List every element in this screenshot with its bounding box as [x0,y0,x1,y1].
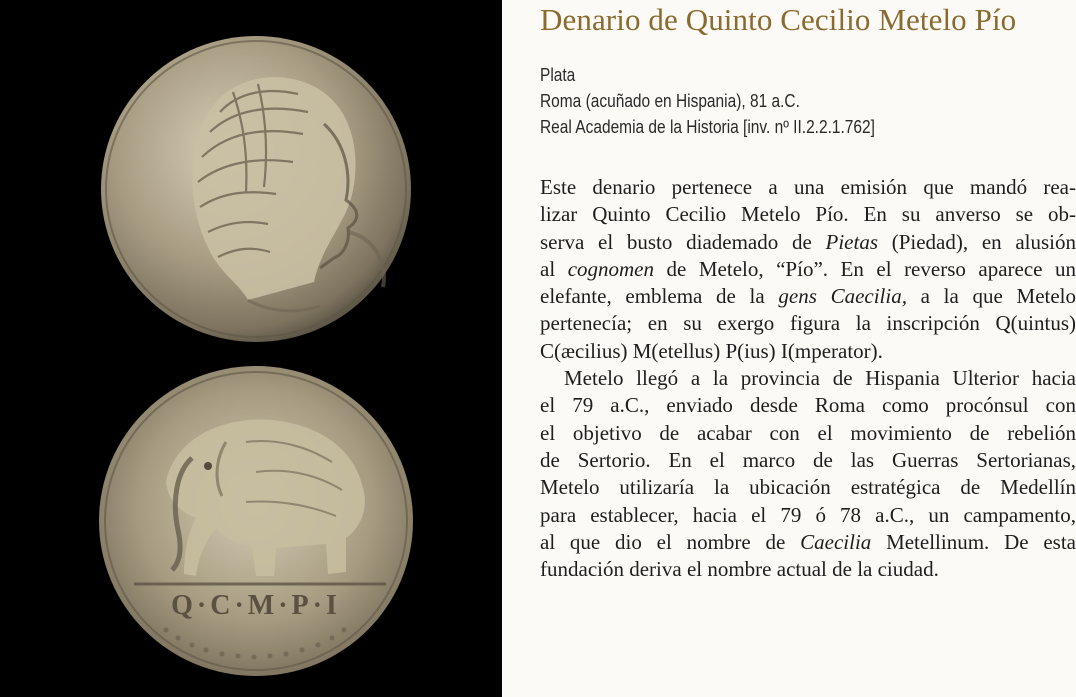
text-run: lizar Quinto Cecilio Metelo Pío. En su anverso se ob- [540,202,1076,227]
text-run: de Sertorio. En el marco de las Guerras Sertorianas, [540,447,1076,472]
text-line [540,420,1076,447]
text-run: para establecer, hacia el 79 ó 78 a.C., un campamento, [540,502,1076,527]
italic-term: gens Caecilia, [778,284,907,309]
text-run: el objetivo de acabar con el movimiento de rebelión [540,420,1076,445]
text-line [540,502,1076,529]
text-run: fundación deriva el nombre actual de la ciudad. [540,557,939,582]
text-line [540,338,1076,365]
text-line [540,310,1076,337]
text-line [540,447,1076,474]
collection-label: Real Academia de la Historia [inv. nº II.2.2.1.762] [540,117,875,137]
material-label: Plata [540,65,576,85]
text-line [540,174,1076,201]
text-line [540,256,1076,283]
description-paragraph-1 [540,174,1076,365]
description-text [540,174,1076,583]
coin-reverse-image [96,362,416,680]
text-run: al [540,256,568,281]
text-line [540,556,1076,583]
italic-term: Caecilia [800,529,872,554]
coin-photo-panel [0,0,502,697]
italic-term: Pietas [825,229,878,254]
text-line [540,283,1076,310]
text-run: Metelo llegó a la provincia de Hispania Ulterior hacia [564,366,1076,391]
page-title: Denario de Quinto Cecilio Metelo Pío [540,2,1017,37]
text-run: serva el busto diademado de [540,229,826,254]
text-run: Metelo utilizaría la ubicación estratégica de Medellín [540,475,1076,500]
text-line [540,474,1076,501]
coin-obverse-image [98,32,414,346]
text-run: a la que Metelo [906,284,1076,309]
text-run: C(æcilius) M(etellus) P(ius) I(mperator). [540,338,883,363]
text-run: Metellinum. De esta [871,529,1076,554]
text-line [540,229,1076,256]
description-panel [502,0,1076,697]
coin-exergue-inscription: Q·C·M·P·I [171,590,341,621]
description-paragraph-2 [540,365,1076,583]
text-run: pertenecía; en su exergo figura la inscripción Q(uintus) [540,311,1076,336]
origin-label: Roma (acuñado en Hispania), 81 a.C. [540,91,800,111]
text-line [540,392,1076,419]
text-line [540,365,1076,392]
text-run: elefante, emblema de la [540,284,779,309]
text-run: al que dio el nombre de [540,529,801,554]
italic-term: cognomen [567,256,654,281]
text-line [540,201,1076,228]
object-metadata [540,62,875,140]
text-run: de Metelo, “Pío”. En el reverso aparece un [654,256,1076,281]
text-run: Este denario pertenece a una emisión que mandó rea- [540,175,1076,199]
text-line [540,529,1076,556]
text-run: (Piedad), en alusión [878,229,1076,254]
text-run: el 79 a.C., enviado desde Roma como procónsul con [540,393,1076,418]
